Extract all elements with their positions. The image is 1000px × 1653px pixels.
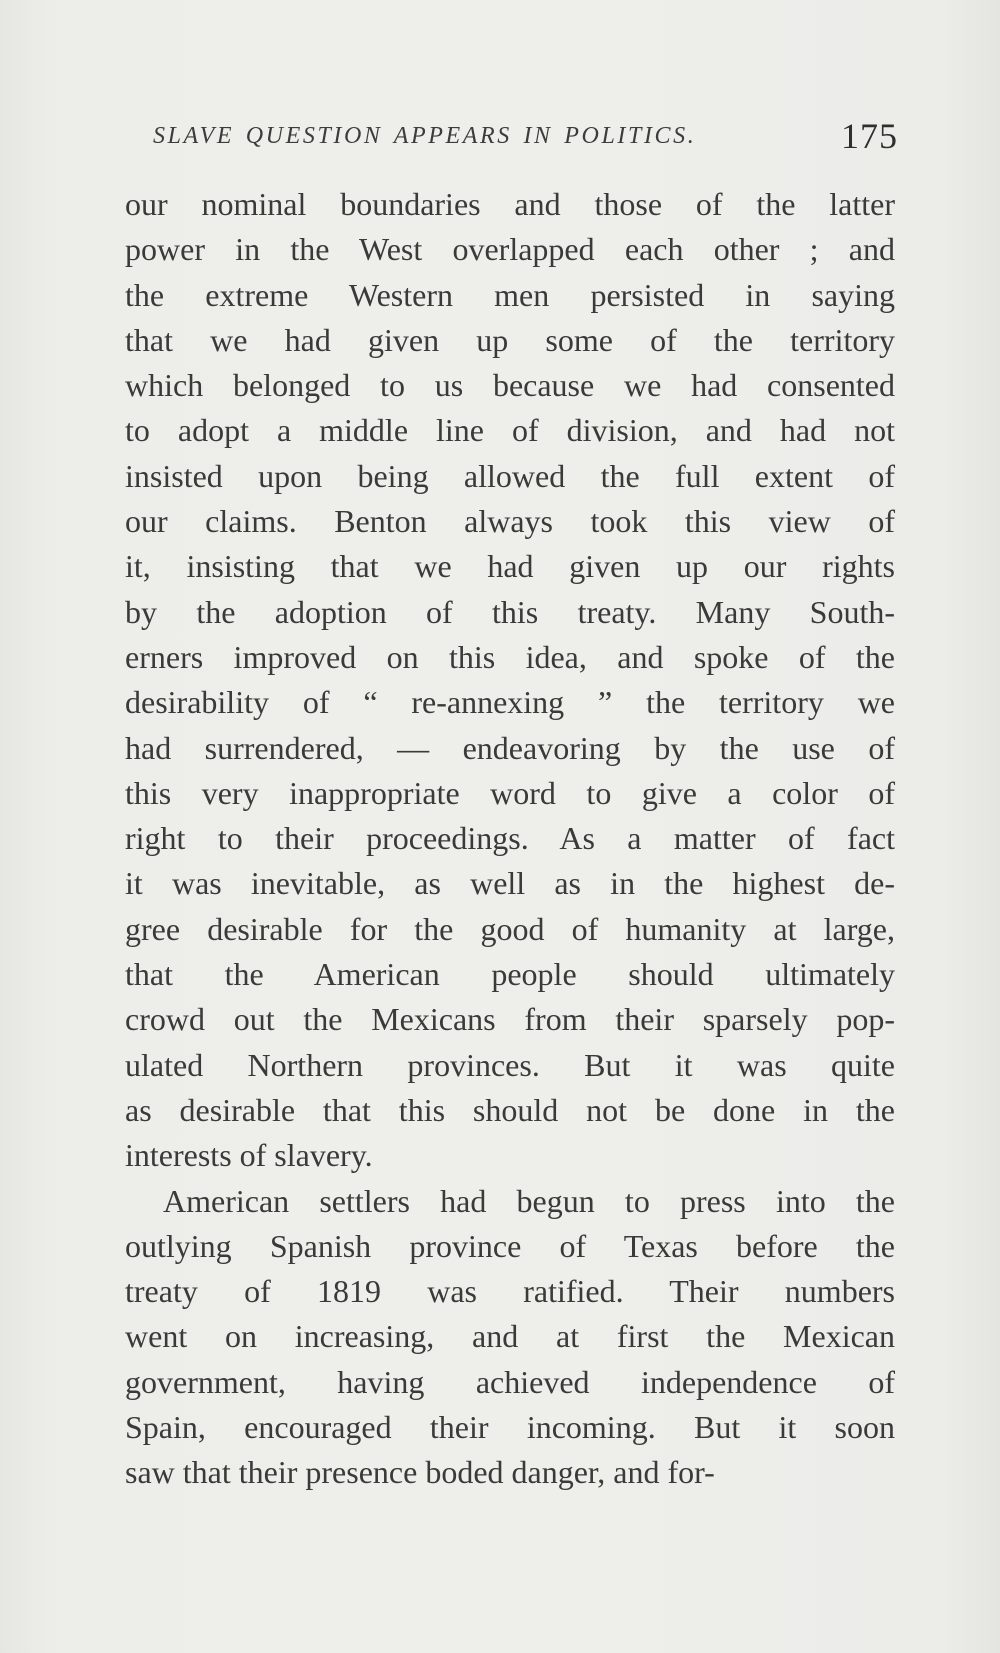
text-line: desirability of “ re-annexing ” the territory we <box>125 684 895 721</box>
text-line: power in the West overlapped each other ; and <box>125 231 895 268</box>
text-line: to adopt a middle line of division, and had not <box>125 412 895 449</box>
text-line: that we had given up some of the territory <box>125 321 895 358</box>
text-line: which belonged to us because we had consented <box>125 367 895 404</box>
text-line: our nominal boundaries and those of the latter <box>125 186 895 222</box>
running-head <box>153 117 898 163</box>
text-line: erners improved on this idea, and spoke of the <box>125 638 895 675</box>
text-line: gree desirable for the good of humanity at large, <box>125 910 895 947</box>
text-line: treaty of 1819 was ratified. Their numbers <box>125 1273 895 1310</box>
text-line: had surrendered, — endeavoring by the use of <box>125 729 895 766</box>
running-head-title: SLAVE QUESTION APPEARS IN POLITICS. <box>153 123 697 149</box>
text-line: interests of slavery. <box>125 1137 373 1174</box>
text-line: by the adoption of this treaty. Many South- <box>125 593 895 630</box>
text-line: Spain, encouraged their incoming. But it soon <box>125 1409 895 1446</box>
text-line: it was inevitable, as well as in the highest de- <box>125 865 895 902</box>
text-line: insisted upon being allowed the full extent of <box>125 457 895 494</box>
text-line: government, having achieved independence of <box>125 1363 895 1400</box>
text-line: went on increasing, and at first the Mexican <box>125 1318 895 1355</box>
paragraph <box>125 182 895 1179</box>
text-line: crowd out the Mexicans from their sparsely pop- <box>125 1001 895 1038</box>
text-line: the extreme Western men persisted in saying <box>125 276 895 313</box>
text-line: that the American people should ultimately <box>125 956 895 993</box>
text-line: it, insisting that we had given up our rights <box>125 548 895 585</box>
text-line: outlying Spanish province of Texas before the <box>125 1227 895 1264</box>
text-line: our claims. Benton always took this view of <box>125 503 895 540</box>
text-line: right to their proceedings. As a matter of fact <box>125 820 895 857</box>
body-text <box>125 182 895 1496</box>
paragraph <box>125 1179 895 1496</box>
text-line: this very inappropriate word to give a color of <box>125 774 895 811</box>
page-number: 175 <box>841 116 898 156</box>
text-line: as desirable that this should not be done in the <box>125 1091 895 1128</box>
text-line: American settlers had begun to press into the <box>163 1182 895 1219</box>
text-line: ulated Northern provinces. But it was quite <box>125 1046 895 1083</box>
text-line: saw that their presence boded danger, and for- <box>125 1454 715 1491</box>
